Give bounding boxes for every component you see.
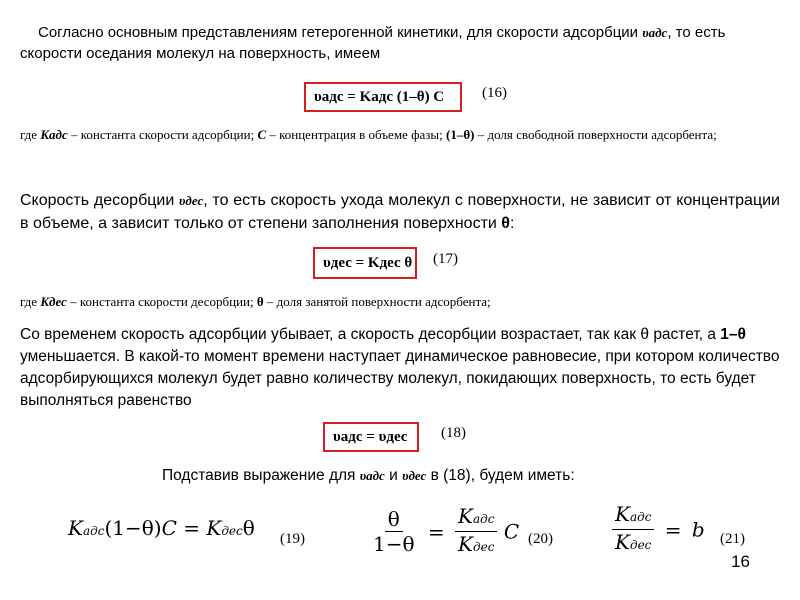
equation-16-number: (16): [482, 85, 507, 101]
equilibrium-paragraph: Со временем скорость адсорбции убывает, а скорость десорбции возрастает, так как θ растет, а 1–θ уменьшается. В какой-то момент времени наступает динамическое равновесие, при котором количество адсорбирующихся молекул будет равно количеству молекул, покидающих поверхность, то есть будет выполняться равенство: [20, 326, 780, 409]
equation-16-box: [304, 82, 462, 112]
equation-17: υдес = Kдес θ: [323, 254, 413, 271]
equation-21: $\frac{\text{Kадс}}{\text{Kдес}}$ = b: [612, 503, 705, 556]
equation-17-box: [313, 247, 417, 279]
note-17: где Kдес – константа скорости десорбции; θ – доля занятой поверхности адсорбента;: [20, 294, 491, 309]
equation-19-number: (19): [280, 531, 305, 547]
desorption-paragraph: Скорость десорбции υдес, то есть скорость ухода молекул с поверхности, не зависит от концентрации в объеме, а зависит только от степени заполнения поверхности θ:: [20, 192, 780, 232]
page-number: 16: [731, 552, 750, 571]
note-16: где Kадс – константа скорости адсорбции; C – концентрация в объеме фазы; (1–θ) – доля свободной поверхности адсорбента;: [20, 127, 717, 142]
intro-paragraph: Согласно основным представлениям гетерогенной кинетики, для скорости адсорбции υадс, то есть скорости оседания молекул на поверхность, имеем: [20, 24, 726, 62]
equation-18-number: (18): [441, 425, 466, 441]
equation-16: υадс = Kадс (1–θ) C: [314, 88, 445, 105]
equation-17-number: (17): [433, 251, 458, 267]
equation-18: υадс = υдес: [333, 428, 408, 445]
equation-21-number: (21): [720, 531, 745, 547]
substitute-line: Подставив выражение для υадс и υдес в (18), будем иметь:: [162, 467, 575, 484]
equation-19: Kадс(1−θ)C = Kдесθ: [68, 516, 255, 540]
equation-20-number: (20): [528, 531, 553, 547]
equation-20: $\frac{\theta}{1-\theta}$ = $\frac{\text{Kадс}}{\text{Kдес}}$ C: [373, 504, 520, 556]
equation-18-box: [323, 422, 419, 452]
v-ads-symbol: υадс: [642, 25, 668, 40]
